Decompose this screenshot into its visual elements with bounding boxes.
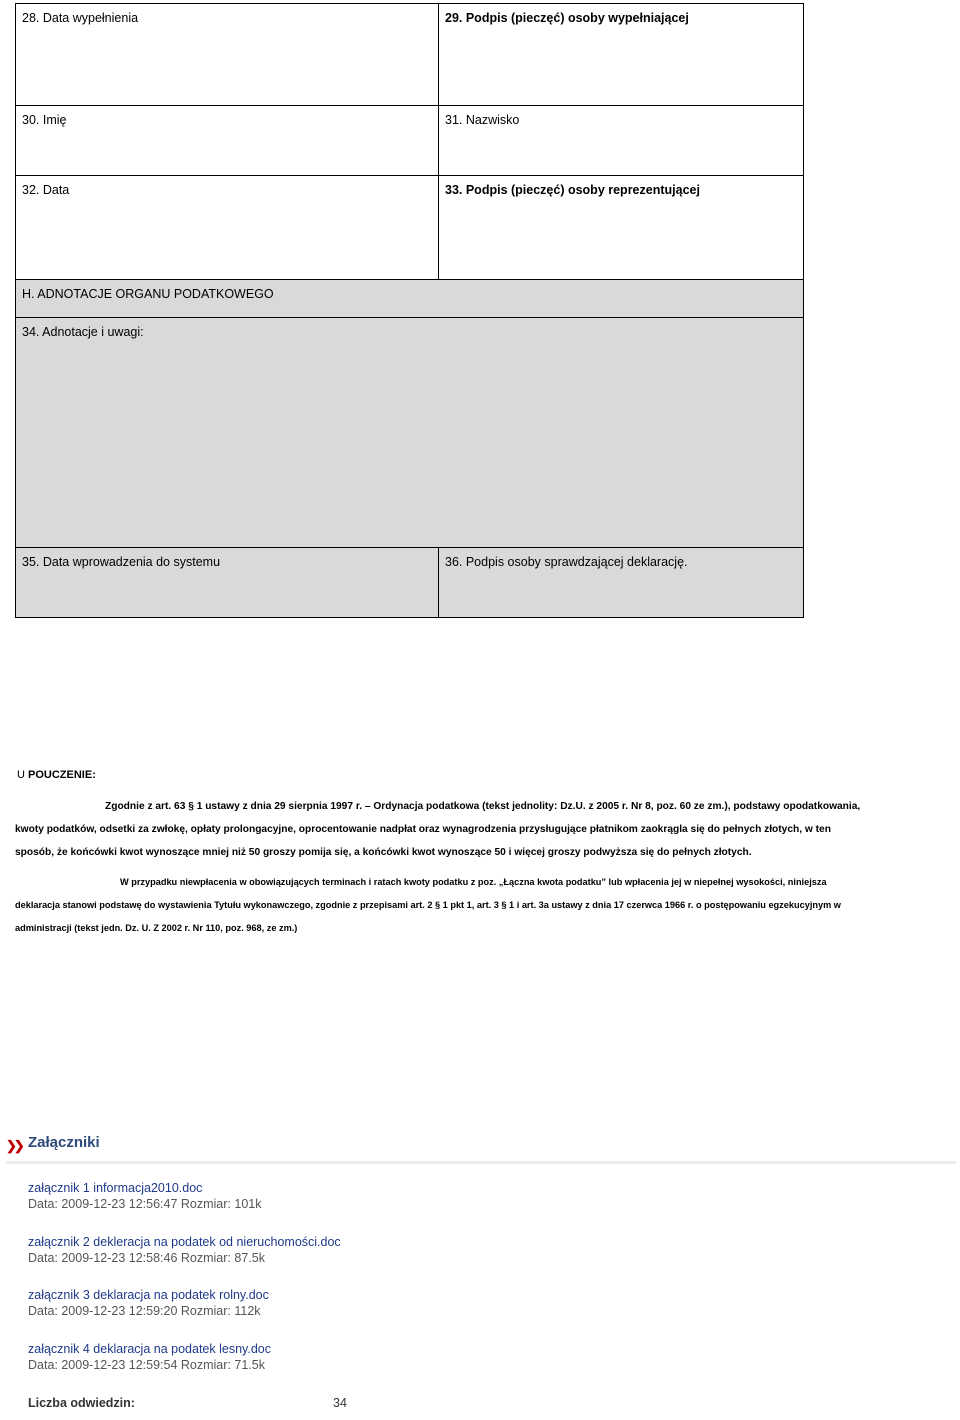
field-label: 31. Nazwisko <box>445 113 520 127</box>
attachment-item <box>28 1341 271 1373</box>
field-29-signature-filler <box>439 4 804 106</box>
attachment-meta: Data: 2009-12-23 12:58:46 Rozmiar: 87.5k <box>28 1251 265 1265</box>
double-chevron-right-icon: ❯❯ <box>6 1138 22 1153</box>
field-36-checker-signature <box>439 548 804 618</box>
pouczenie-paragraph-2-line-1: W przypadku niewpłacenia w obowiązujących terminach i ratach kwoty podatku z poz. „Łączna kwota podatku” lub wpłacenia jej w niepełnej wysokości, niniejsza <box>120 877 827 887</box>
field-label: 34. Adnotacje i uwagi: <box>22 325 144 339</box>
pouczenie-title: POUCZENIE: <box>28 769 96 781</box>
field-label: 32. Data <box>22 183 70 197</box>
attachment-meta: Data: 2009-12-23 12:56:47 Rozmiar: 101k <box>28 1197 262 1211</box>
field-30-first-name <box>16 106 439 176</box>
field-34-annotations <box>16 318 804 548</box>
field-label: 28. Data wypełnienia <box>22 11 139 25</box>
declaration-form-table <box>15 3 804 618</box>
pouczenie-paragraph-2-line-2: deklaracja stanowi podstawę do wystawienia Tytułu wykonawczego, zgodnie z przepisami art. 2 § 1 pkt 1, art. 3 § 1 i art. 3a ustawy z dnia 17 czerwca 1966 r. o postępowaniu egzekucyjnym w <box>15 900 841 910</box>
field-label: 36. Podpis osoby sprawdzającej deklarację. <box>445 555 688 569</box>
attachment-item <box>28 1180 261 1212</box>
field-33-signature-representative <box>439 176 804 280</box>
field-28-date-filled <box>16 4 439 106</box>
field-32-date <box>16 176 439 280</box>
attachment-link[interactable]: załącznik 3 deklaracja na podatek rolny.doc <box>28 1288 269 1302</box>
field-label: 29. Podpis (pieczęć) osoby wypełniającej <box>445 11 689 25</box>
pouczenie-paragraph-1-line-3: sposób, że końcówki kwot wynoszące mniej niż 50 groszy pomija się, a końcówki kwot wynoszące 50 i więcej groszy podwyższa się do pełnych złotych. <box>15 847 752 858</box>
visit-counter-label: Liczba odwiedzin: <box>28 1396 135 1410</box>
pouczenie-paragraph-1-line-2: kwoty podatków, odsetki za zwłokę, opłaty prolongacyjne, oprocentowanie nadpłat oraz wynagrodzenia przysługujące płatnikom zaokrągla się do pełnych złotych, w ten <box>15 824 831 835</box>
section-h-header <box>16 280 804 318</box>
visit-counter-value: 34 <box>333 1396 347 1410</box>
section-title: H. ADNOTACJE ORGANU PODATKOWEGO <box>22 287 274 301</box>
attachments-header <box>6 1133 956 1164</box>
attachments-title: Załączniki <box>28 1134 100 1151</box>
field-label: 35. Data wprowadzenia do systemu <box>22 555 221 569</box>
attachment-link[interactable]: załącznik 4 deklaracja na podatek lesny.doc <box>28 1342 271 1356</box>
attachment-link[interactable]: załącznik 1 informacja2010.doc <box>28 1181 203 1195</box>
pouczenie-prefix: U <box>17 769 25 781</box>
attachment-item <box>28 1287 269 1319</box>
attachment-item <box>28 1234 341 1266</box>
pouczenie-heading <box>17 769 96 781</box>
attachment-link[interactable]: załącznik 2 dekleracja na podatek od nieruchomości.doc <box>28 1235 341 1249</box>
field-35-system-entry-date <box>16 548 439 618</box>
pouczenie-paragraph-2-line-3: administracji (tekst jedn. Dz. U. Z 2002 r. Nr 110, poz. 968, ze zm.) <box>15 923 298 933</box>
visit-counter <box>28 1396 347 1410</box>
field-label: 33. Podpis (pieczęć) osoby reprezentującej <box>445 183 700 197</box>
field-label: 30. Imię <box>22 113 67 127</box>
attachment-meta: Data: 2009-12-23 12:59:54 Rozmiar: 71.5k <box>28 1358 265 1372</box>
field-31-last-name <box>439 106 804 176</box>
attachment-meta: Data: 2009-12-23 12:59:20 Rozmiar: 112k <box>28 1304 261 1318</box>
pouczenie-paragraph-1-line-1: Zgodnie z art. 63 § 1 ustawy z dnia 29 sierpnia 1997 r. – Ordynacja podatkowa (tekst jednolity: Dz.U. z 2005 r. Nr 8, poz. 60 ze zm.), podstawy opodatkowania, <box>105 801 861 812</box>
